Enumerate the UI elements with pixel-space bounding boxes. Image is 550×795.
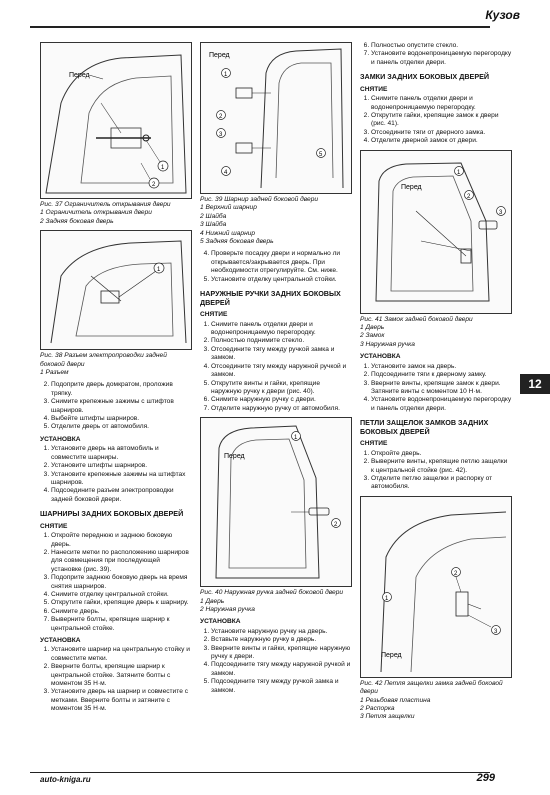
label-front: Перед bbox=[401, 183, 422, 191]
lock-install-steps: 1. Установите замок на дверь. 2. Подсоедините тяги к дверному замку. 3. Вверните винты, крепящие замок к двери. Затяните винты с моментом 10 Н·м. 4. Установите водонепроницаемую перегородку и панель отделки двери. bbox=[360, 363, 512, 413]
door-hinge-illustration bbox=[201, 43, 351, 193]
figure-41-caption: Рис. 41 Замок задней боковой двери 1 Дверь 2 Замок 3 Наружная ручка bbox=[360, 315, 473, 348]
figure-40 bbox=[200, 417, 352, 587]
install-heading: УСТАНОВКА bbox=[360, 353, 401, 361]
install-heading: УСТАНОВКА bbox=[40, 435, 81, 443]
column-2 bbox=[200, 42, 352, 695]
removal-heading: СНЯТИЕ bbox=[40, 522, 68, 530]
callout-3: 3 bbox=[499, 209, 503, 216]
handle-install-steps: 1. Установите наружную ручку на дверь. 2. Вставьте наружную ручку в дверь. 3. Вверните винты и гайки, крепящие наружную ручку к двери. 4. Подсоедините тягу между наружной ручкой и замком. 5. Подсоедините тягу между ручкой замка и замком. bbox=[200, 628, 352, 695]
callout-2: 2 bbox=[334, 522, 338, 529]
figure-41 bbox=[360, 150, 512, 314]
removal2-heading: СНЯТИЕ bbox=[360, 440, 388, 448]
handle-install-steps-cont: 6. Полностью опустите стекло. 7. Установите водонепроницаемую перегородку и панель отделки двери. bbox=[360, 42, 512, 67]
callout-1: 1 bbox=[161, 165, 165, 171]
label-front: Перед bbox=[69, 72, 90, 79]
handles-heading: НАРУЖНЫЕ РУЧКИ ЗАДНИХ БОКОВЫХ ДВЕРЕЙ bbox=[200, 289, 341, 307]
callout-1: 1 bbox=[457, 169, 461, 176]
door-check-illustration bbox=[41, 43, 191, 198]
install2-heading: УСТАНОВКА bbox=[40, 637, 81, 644]
figure-40-caption: Рис. 40 Наружная ручка задней боковой двери 1 Дверь 2 Наружная ручка bbox=[200, 589, 344, 613]
column-1 bbox=[40, 42, 192, 714]
hinges-heading: ШАРНИРЫ ЗАДНИХ БОКОВЫХ ДВЕРЕЙ bbox=[40, 509, 184, 519]
label-front: Перед bbox=[224, 453, 245, 461]
hinge-install-steps-cont: 4. Проверьте посадку двери и нормально ли открывается/закрывается дверь. При необходимости отрегулируйте. См. ниже. 5. Установите отделку центральной стойки. bbox=[200, 250, 352, 284]
section-title: Кузов bbox=[485, 8, 520, 22]
figure-39 bbox=[200, 42, 352, 194]
callout-2: 2 bbox=[219, 114, 223, 120]
callout-2: 2 bbox=[152, 182, 156, 188]
door-lock-illustration bbox=[361, 151, 511, 313]
column-3 bbox=[360, 42, 512, 726]
hinge-removal-steps: 1. Откройте переднюю и заднюю боковую дверь. 2. Нанесите метки по расположению шарниров для совмещения при последующей установке (рис. 39). 3. Подоприте заднюю боковую дверь на время снятия шарниров. 4. Снимите отделку центральной стойки. 5. Открутите гайки, крепящие дверь к шарниру. 6. Снимите дверь. 7. Выверните болты, крепящие шарнир к центральной стойке. bbox=[40, 532, 192, 633]
loops-heading: ПЕТЛИ ЗАЩЕЛОК ЗАМКОВ ЗАДНИХ БОКОВЫХ ДВЕРЕЙ bbox=[360, 418, 489, 436]
callout-3: 3 bbox=[219, 132, 223, 138]
label-front: Перед bbox=[209, 52, 230, 59]
locks-heading: ЗАМКИ ЗАДНИХ БОКОВЫХ ДВЕРЕЙ bbox=[360, 72, 490, 82]
callout-1: 1 bbox=[157, 267, 161, 274]
latch-loop-illustration bbox=[361, 497, 511, 677]
callout-4: 4 bbox=[224, 170, 228, 176]
hinge-install-steps: 1. Установите шарнир на центральную стойку и совместите метки. 2. Вверните болты, крепящие шарнир к центральной стойке. Затяните болты с моментом 35 Н·м. 3. Установите дверь на шарнир и совместите с метками. Вверните болты и затяните с моментом 35 Н·м. bbox=[40, 646, 192, 713]
install-heading: УСТАНОВКА bbox=[200, 618, 241, 626]
callout-1: 1 bbox=[224, 72, 228, 78]
wiring-connector-illustration bbox=[41, 231, 191, 349]
door-removal-steps: 2. Подоприте дверь домкратом, проложив тряпку. 3. Снимите крепежные зажимы с штифтов шарниров. 4. Выбейте штифты шарниров. 5. Отделите дверь от автомобиля. bbox=[40, 381, 192, 431]
callout-1: 1 bbox=[294, 435, 298, 442]
loop-removal-steps: 1. Откройте дверь. 2. Выверните винты, крепящие петлю защелки к центральной стойке (рис. 42). 3. Отделите петлю защелки и распорку от автомобиля. bbox=[360, 450, 512, 492]
outer-handle-illustration bbox=[201, 418, 351, 586]
figure-42-caption: Рис. 42 Петля защелки замка задней боковой двери 1 Резьбовая пластина 2 Распорка 3 Петля защелки bbox=[360, 679, 503, 721]
header-rule bbox=[30, 26, 490, 28]
figure-38-caption: Рис. 38 Разъем электропроводки задней боковой двери 1 Разъем bbox=[40, 352, 167, 377]
chapter-tab: 12 bbox=[520, 374, 550, 394]
page-number: 299 bbox=[476, 772, 495, 784]
figure-39-caption: Рис. 39 Шарнир задней боковой двери 1 Верхний шарнир 2 Шайба 3 Шайба 4 Нижний шарнир 5 Задняя боковая дверь bbox=[200, 196, 319, 246]
removal-heading: СНЯТИЕ bbox=[200, 311, 228, 319]
figure-38 bbox=[40, 230, 192, 350]
handle-removal-steps: 1. Снимите панель отделки двери и водонепроницаемую перегородку. 2. Полностью поднимите стекло. 3. Отсоедините тягу между ручкой замка и замком. 4. Отсоедините тягу между наружной ручкой и замком. 5. Открутите винты и гайки, крепящие наружную ручку к двери (рис. 40). 6. Снимите наружную ручку с двери. 7. Отделите наружную ручку от автомобиля. bbox=[200, 321, 352, 413]
removal-heading: СНЯТИЕ bbox=[360, 85, 388, 93]
figure-37-caption: Рис. 37 Ограничитель открывания двери 1 Ограничитель открывания двери 2 Задняя боковая дверь bbox=[40, 201, 171, 225]
label-front: Перед bbox=[381, 651, 402, 659]
lock-removal-steps: 1. Снимите панель отделки двери и водонепроницаемую перегородку. 2. Открутите гайки, крепящие замок к двери (рис. 41). 3. Отсоедините тяги от дверного замка. 4. Отделите дверной замок от двери. bbox=[360, 95, 512, 145]
figure-42 bbox=[360, 496, 512, 678]
callout-3: 3 bbox=[494, 628, 498, 635]
callout-2: 2 bbox=[454, 570, 458, 577]
callout-5: 5 bbox=[319, 152, 323, 158]
door-install-steps: 1. Установите дверь на автомобиль и совместите шарниры. 2. Установите штифты шарниров. 3. Установите крепежные зажимы на штифтах шарниров. 4. Подсоедините разъем электропроводки задней боковой двери. bbox=[40, 445, 192, 504]
footer-rule bbox=[30, 772, 490, 773]
callout-1: 1 bbox=[385, 595, 389, 602]
site-name: auto-kniga.ru bbox=[40, 775, 91, 784]
figure-37 bbox=[40, 42, 192, 199]
callout-2: 2 bbox=[467, 193, 471, 200]
